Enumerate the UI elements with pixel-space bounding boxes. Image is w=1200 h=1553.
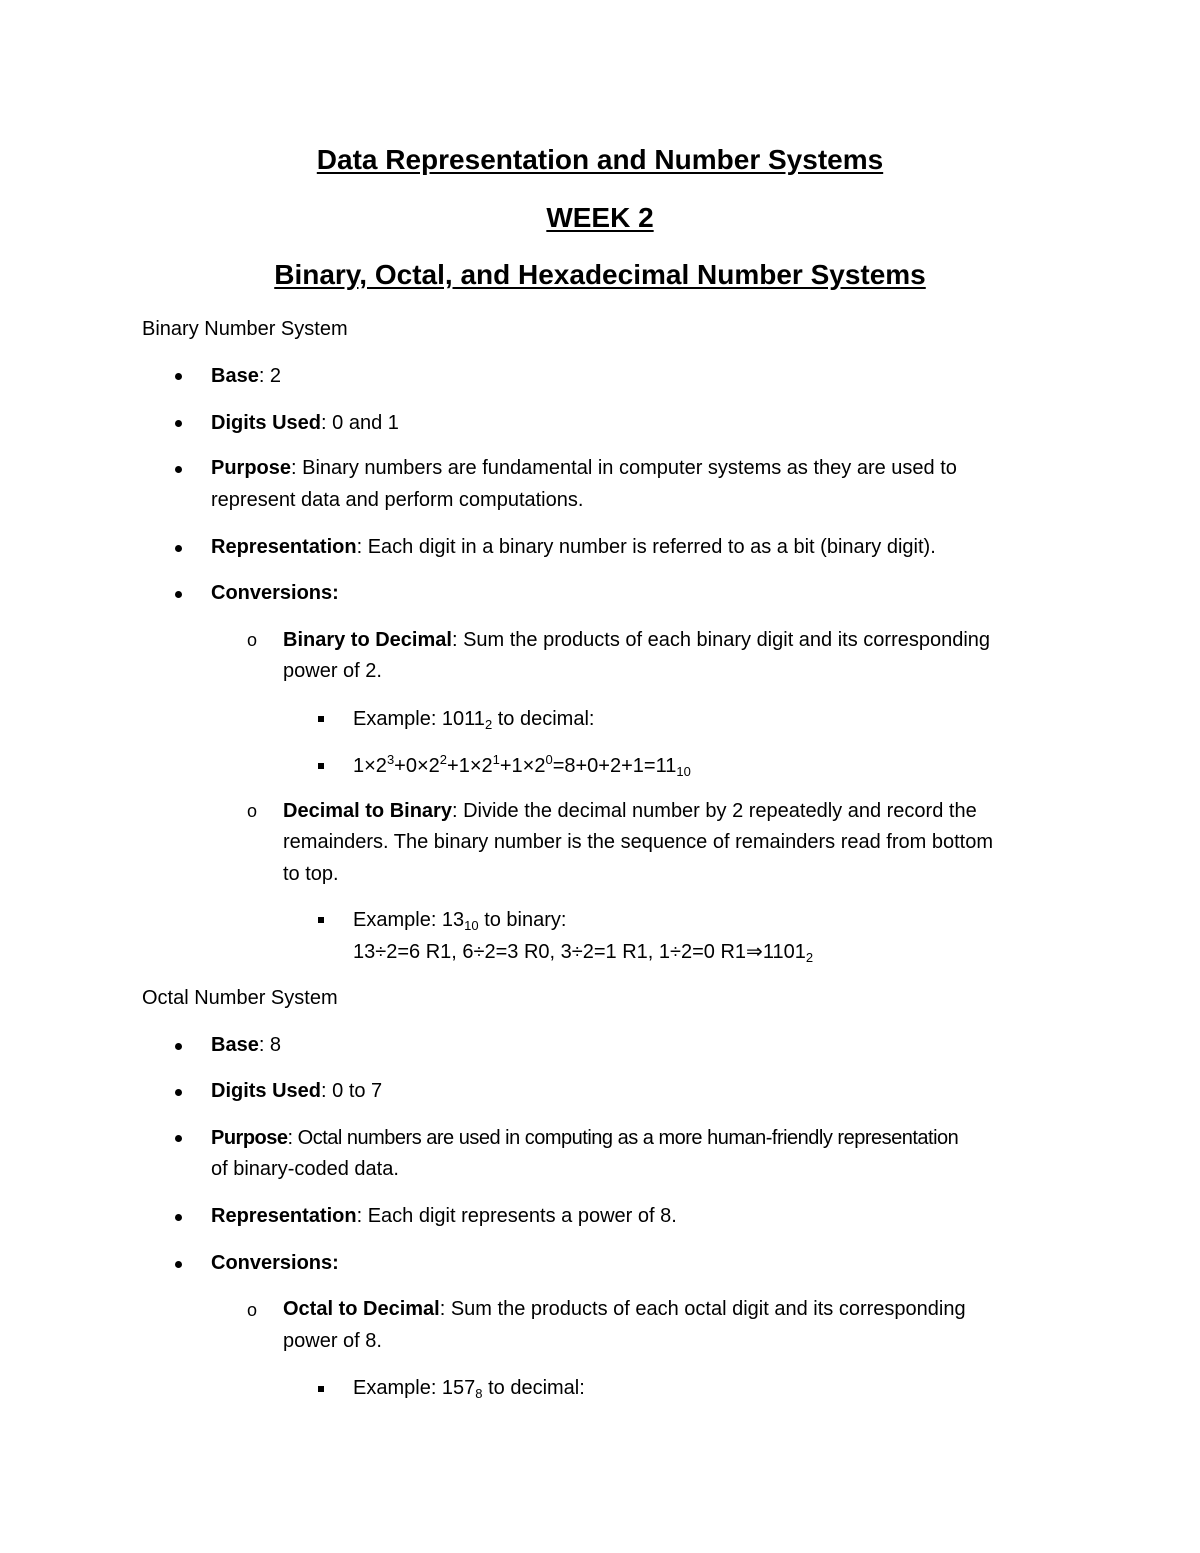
binary-representation-item: [211, 534, 936, 560]
octal-representation-item: [211, 1203, 677, 1229]
octal-to-decimal-text-cont: power of 8.: [283, 1330, 382, 1352]
binary-purpose-text: : Binary numbers are fundamental in computer systems as they are used to: [291, 457, 957, 479]
decimal-to-binary-calculation: [353, 939, 813, 965]
bullet-disc-icon: [175, 1214, 182, 1221]
decimal-to-binary-label: Decimal to Binary: [283, 800, 452, 822]
calc-part: +1×2: [447, 755, 493, 777]
binary-section-heading: Binary Number System: [142, 318, 348, 340]
decimal-to-binary-text-cont: remainders. The binary number is the sequence of remainders read from bottom: [283, 831, 993, 853]
calc-exponent: 3: [386, 752, 395, 767]
page-title: Data Representation and Number Systems: [316, 144, 884, 175]
example-suffix: to decimal:: [492, 708, 595, 730]
bullet-circle-icon: o: [247, 1300, 258, 1320]
octal-section-heading: Octal Number System: [142, 987, 338, 1009]
bullet-disc-icon: [175, 466, 182, 473]
octal-digits-item: [211, 1078, 382, 1104]
bullet-disc-icon: [175, 1043, 182, 1050]
octal-representation-value: : Each digit represents a power of 8.: [356, 1205, 677, 1227]
page-subtitle: Binary, Octal, and Hexadecimal Number Systems: [274, 259, 926, 290]
calc-part: 13÷2=6 R1, 6÷2=3 R0, 3÷2=1 R1, 1÷2=0 R1⇒1101: [353, 941, 806, 963]
binary-representation-value: : Each digit in a binary number is referred to as a bit (binary digit).: [356, 536, 936, 558]
bullet-disc-icon: [175, 1089, 182, 1096]
binary-base-value: : 2: [258, 365, 282, 387]
bullet-disc-icon: [175, 1261, 182, 1268]
binary-to-decimal-text: : Sum the products of each binary digit and its corresponding: [451, 629, 991, 651]
binary-to-decimal-label: Binary to Decimal: [283, 629, 452, 651]
bullet-circle-icon: o: [247, 801, 258, 821]
octal-representation-label: Representation: [211, 1205, 357, 1227]
octal-purpose-label: Purpose: [211, 1127, 288, 1149]
example-subscript: 10: [464, 918, 479, 933]
decimal-to-binary-example: [353, 907, 566, 933]
binary-to-decimal-text-cont: power of 2.: [283, 660, 382, 682]
octal-purpose-text: : Octal numbers are used in computing as a more human-friendly representation: [287, 1127, 959, 1149]
calc-exponent: 0: [545, 752, 553, 767]
octal-digits-label: Digits Used: [211, 1080, 322, 1102]
bullet-circle-icon: o: [247, 630, 258, 650]
octal-purpose-item: [211, 1125, 958, 1151]
octal-to-decimal-item: [283, 1296, 966, 1322]
calc-subscript: 2: [805, 950, 814, 965]
binary-base-item: [211, 363, 281, 389]
bullet-square-icon: [318, 716, 324, 722]
example-subscript: 2: [484, 717, 493, 732]
binary-to-decimal-calculation: [353, 753, 691, 779]
octal-to-decimal-text: : Sum the products of each octal digit and its corresponding: [439, 1298, 966, 1320]
octal-base-label: Base: [211, 1034, 259, 1056]
example-prefix: Example: 13: [353, 909, 465, 931]
bullet-disc-icon: [175, 1135, 182, 1142]
calc-subscript: 10: [676, 764, 691, 779]
calc-part: 1×2: [353, 755, 387, 777]
bullet-square-icon: [318, 917, 324, 923]
binary-base-label: Base: [211, 365, 259, 387]
bullet-disc-icon: [175, 373, 182, 380]
octal-to-decimal-label: Octal to Decimal: [283, 1298, 440, 1320]
octal-conversions-label: Conversions:: [211, 1252, 339, 1274]
calc-part: +1×2: [499, 755, 546, 777]
calc-part: +0×2: [394, 755, 440, 777]
binary-to-decimal-item: [283, 627, 990, 653]
decimal-to-binary-text-cont: to top.: [283, 863, 339, 885]
binary-purpose-text-cont: represent data and perform computations.: [211, 489, 584, 511]
octal-base-item: [211, 1032, 281, 1058]
binary-digits-value: : 0 and 1: [321, 412, 399, 434]
calc-part: =8+0+2+1=11: [552, 755, 677, 777]
example-prefix: Example: 157: [353, 1377, 476, 1399]
calc-exponent: 1: [492, 752, 500, 767]
binary-digits-label: Digits Used: [211, 412, 322, 434]
octal-to-decimal-example: [353, 1375, 585, 1401]
decimal-to-binary-text: : Divide the decimal number by 2 repeatedly and record the: [451, 800, 977, 822]
example-suffix: to binary:: [478, 909, 567, 931]
octal-purpose-text-cont: of binary-coded data.: [211, 1158, 399, 1180]
example-subscript: 8: [475, 1386, 483, 1401]
decimal-to-binary-item: [283, 798, 977, 824]
binary-conversions-label: Conversions:: [211, 582, 339, 604]
week-label: WEEK 2: [546, 202, 654, 233]
calc-exponent: 2: [439, 752, 448, 767]
bullet-square-icon: [318, 763, 324, 769]
bullet-disc-icon: [175, 420, 182, 427]
example-suffix: to decimal:: [482, 1377, 585, 1399]
binary-to-decimal-example: [353, 706, 594, 732]
binary-purpose-label: Purpose: [211, 457, 292, 479]
bullet-disc-icon: [175, 545, 182, 552]
binary-digits-item: [211, 410, 399, 436]
octal-base-value: : 8: [258, 1034, 282, 1056]
binary-purpose-item: [211, 455, 957, 481]
bullet-disc-icon: [175, 591, 182, 598]
example-prefix: Example: 1011: [353, 708, 485, 730]
bullet-square-icon: [318, 1386, 324, 1392]
octal-digits-value: : 0 to 7: [321, 1080, 383, 1102]
binary-representation-label: Representation: [211, 536, 357, 558]
